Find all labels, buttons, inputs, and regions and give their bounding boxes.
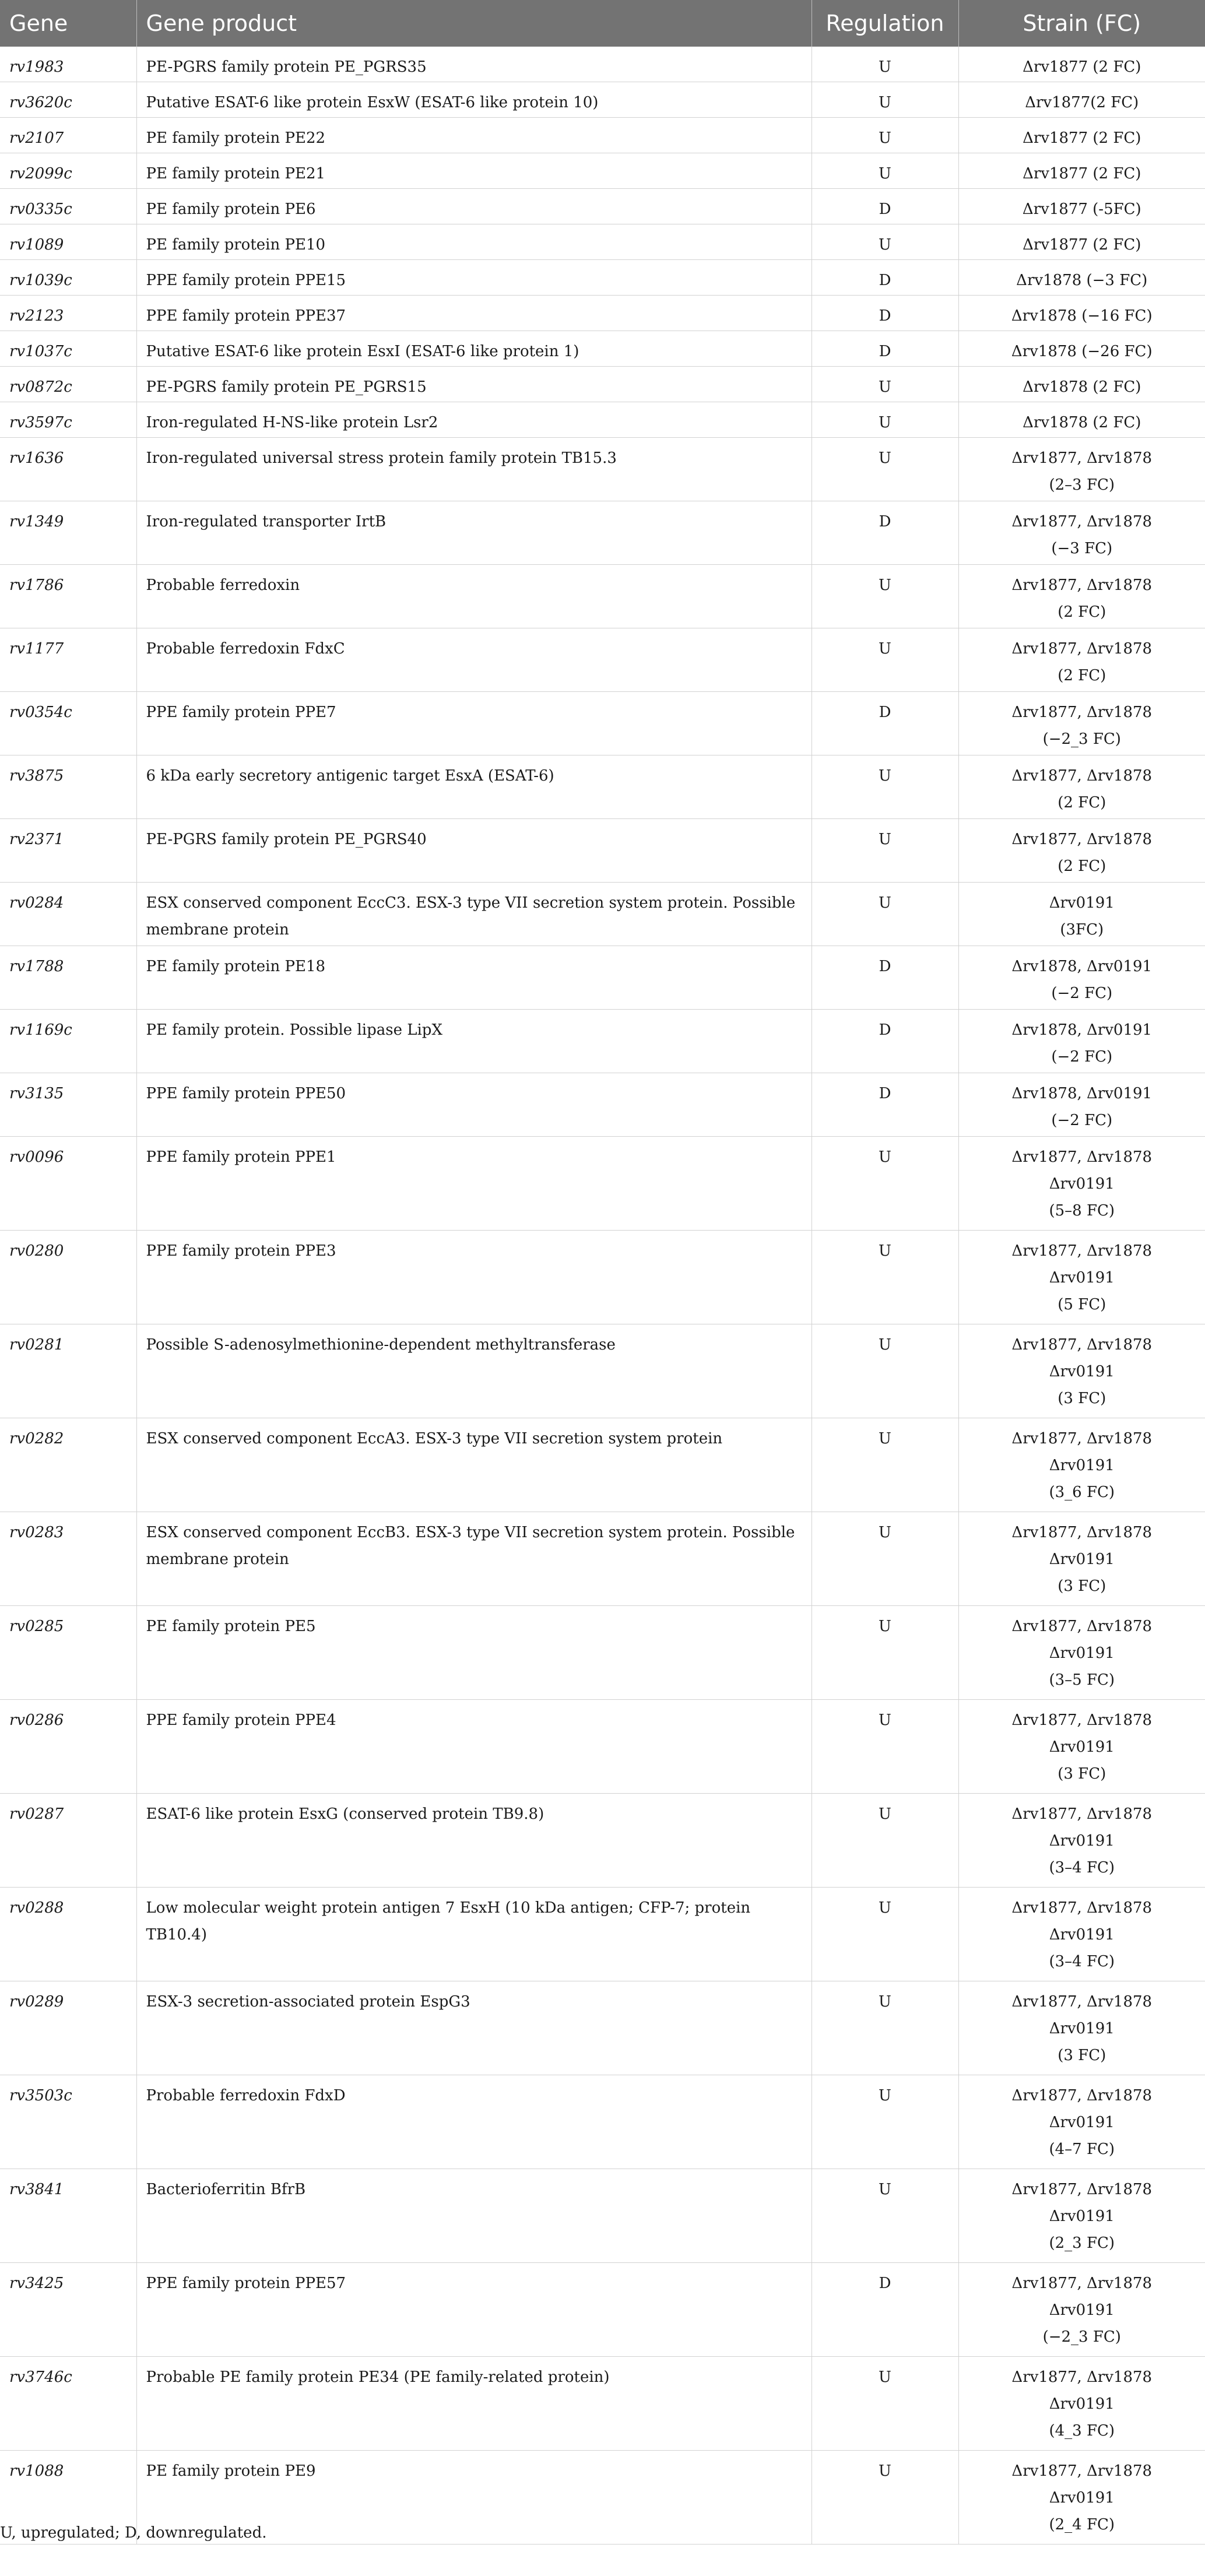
regulation-cell: U [811,1512,958,1606]
regulation-cell: U [811,819,958,883]
strain-fc-line: (2–3 FC) [1049,476,1115,494]
regulation-cell: U [811,2357,958,2451]
regulation-cell: U [811,1888,958,1981]
strain-fc-cell [958,501,1205,565]
strain-fc-line: Δrv1877, Δrv1878 [1011,1805,1153,1823]
strain-fc-line: Δrv0191 [1049,2489,1115,2507]
strain-fc-line: Δrv1877, Δrv1878 [1011,577,1153,594]
table-row [0,2075,1205,2169]
strain-fc-line: Δrv0191 [1049,2301,1115,2319]
regulation-cell: D [811,296,958,331]
strain-fc-line: (−2 FC) [1051,985,1113,1002]
regulation-cell: U [811,438,958,501]
strain-fc-line: Δrv1877, Δrv1878 [1011,1899,1153,1917]
table-row [0,82,1205,118]
table-row [0,367,1205,402]
gene-product-cell: ESX conserved component EccB3. ESX-3 type VII secretion system protein. Possible membrane protein [136,1512,811,1606]
gene-cell: rv3135 [0,1073,136,1137]
gene-product-cell: PE-PGRS family protein PE_PGRS15 [136,367,811,402]
strain-fc-line: Δrv1878, Δrv0191 [1011,958,1153,975]
strain-fc-cell [958,224,1205,260]
strain-fc-line: Δrv1877, Δrv1878 [1011,2462,1153,2480]
regulation-cell: U [811,1231,958,1324]
strain-fc-line: Δrv1877, Δrv1878 [1011,513,1153,530]
regulation-cell: D [811,331,958,367]
strain-fc-line: (2 FC) [1058,667,1106,684]
gene-cell: rv0282 [0,1418,136,1512]
strain-fc-line: (3–4 FC) [1049,1859,1115,1876]
strain-fc-cell [958,1073,1205,1137]
gene-product-cell: Iron-regulated universal stress protein family protein TB15.3 [136,438,811,501]
strain-fc-cell [958,296,1205,331]
strain-fc-cell [958,1606,1205,1700]
strain-fc-line: Δrv0191 [1049,1363,1115,1380]
gene-product-cell: 6 kDa early secretory antigenic target EsxA (ESAT-6) [136,755,811,819]
gene-product-cell: PPE family protein PPE50 [136,1073,811,1137]
strain-fc-line: Δrv0191 [1049,1269,1115,1287]
strain-fc-line: (2 FC) [1058,603,1106,621]
strain-fc-line: (2 FC) [1058,858,1106,875]
strain-fc-line: Δrv1878 (2 FC) [1023,378,1141,396]
gene-product-cell: PE family protein PE22 [136,118,811,153]
table-row [0,118,1205,153]
regulation-cell: U [811,367,958,402]
gene-cell: rv2099c [0,153,136,189]
gene-product-cell: Probable ferredoxin FdxD [136,2075,811,2169]
regulation-cell: U [811,1137,958,1231]
gene-product-cell: Probable ferredoxin [136,565,811,628]
strain-fc-line: (2 FC) [1058,794,1106,811]
strain-fc-line: (3 FC) [1058,2047,1106,2064]
strain-fc-cell [958,367,1205,402]
gene-cell: rv3425 [0,2263,136,2357]
strain-fc-cell [958,2169,1205,2263]
gene-cell: rv3597c [0,402,136,438]
regulation-cell: U [811,153,958,189]
strain-fc-line: Δrv0191 [1049,2114,1115,2131]
table-row [0,1231,1205,1324]
gene-cell: rv0287 [0,1794,136,1888]
strain-fc-line: Δrv1877, Δrv1878 [1011,1524,1153,1541]
strain-fc-cell [958,2263,1205,2357]
gene-product-cell: PE-PGRS family protein PE_PGRS40 [136,819,811,883]
header-row [0,0,1205,47]
strain-fc-line: (3 FC) [1058,1390,1106,1407]
strain-fc-cell [958,118,1205,153]
gene-cell: rv1786 [0,565,136,628]
gene-product-cell: Putative ESAT-6 like protein EsxW (ESAT-6 like protein 10) [136,82,811,118]
strain-fc-line: Δrv1877, Δrv1878 [1011,2275,1153,2292]
regulation-cell: D [811,1073,958,1137]
regulation-cell: U [811,565,958,628]
strain-fc-line: Δrv1877, Δrv1878 [1011,1336,1153,1354]
table-row [0,819,1205,883]
gene-product-cell: Putative ESAT-6 like protein EsxI (ESAT-6 like protein 1) [136,331,811,367]
table-row [0,2169,1205,2263]
strain-fc-line: Δrv0191 [1049,894,1115,912]
gene-cell: rv3841 [0,2169,136,2263]
strain-fc-line: (3–5 FC) [1049,1671,1115,1689]
strain-fc-cell [958,1137,1205,1231]
strain-fc-line: Δrv1878 (−3 FC) [1016,272,1148,289]
strain-fc-cell [958,1010,1205,1073]
strain-fc-cell [958,692,1205,755]
regulation-cell: D [811,2263,958,2357]
strain-fc-line: Δrv1877(2 FC) [1025,94,1139,111]
regulation-cell: U [811,402,958,438]
gene-product-cell: PPE family protein PPE37 [136,296,811,331]
gene-cell: rv0288 [0,1888,136,1981]
table-footnote: U, upregulated; D, downregulated. [0,2524,267,2542]
table-row [0,1418,1205,1512]
strain-fc-cell [958,1700,1205,1794]
strain-fc-line: Δrv1878 (−26 FC) [1011,343,1153,360]
strain-fc-cell [958,565,1205,628]
strain-fc-line: Δrv1877, Δrv1878 [1011,640,1153,658]
strain-fc-line: Δrv1877, Δrv1878 [1011,1242,1153,1260]
table-row [0,692,1205,755]
strain-fc-line: (−2 FC) [1051,1048,1113,1066]
regulation-cell: U [811,47,958,82]
strain-fc-cell [958,1512,1205,1606]
strain-fc-line: Δrv1877, Δrv1878 [1011,704,1153,721]
strain-fc-cell [958,1324,1205,1418]
table-row [0,1512,1205,1606]
table-row [0,47,1205,82]
strain-fc-line: (−2_3 FC) [1042,730,1121,748]
strain-fc-cell [958,2075,1205,2169]
gene-product-cell: ESX conserved component EccC3. ESX-3 type VII secretion system protein. Possible membrane protein [136,883,811,946]
strain-fc-line: (2_3 FC) [1049,2234,1115,2252]
table-row [0,1324,1205,1418]
strain-fc-line: Δrv1877, Δrv1878 [1011,831,1153,848]
strain-fc-cell [958,819,1205,883]
gene-product-cell: Bacterioferritin BfrB [136,2169,811,2263]
gene-cell: rv0281 [0,1324,136,1418]
regulation-cell: D [811,946,958,1010]
gene-product-cell: ESAT-6 like protein EsxG (conserved protein TB9.8) [136,1794,811,1888]
strain-fc-line: Δrv0191 [1049,1832,1115,1850]
gene-product-cell: PE family protein PE6 [136,189,811,224]
strain-fc-cell [958,331,1205,367]
regulation-cell: U [811,82,958,118]
gene-cell: rv1088 [0,2451,136,2545]
strain-fc-cell [958,1418,1205,1512]
table-row [0,1606,1205,1700]
gene-product-cell: Probable PE family protein PE34 (PE family-related protein) [136,2357,811,2451]
table-body [0,47,1205,2545]
gene-cell: rv3875 [0,755,136,819]
strain-fc-cell [958,1981,1205,2075]
table-row [0,501,1205,565]
gene-cell: rv1039c [0,260,136,296]
strain-fc-line: Δrv1877, Δrv1878 [1011,1430,1153,1447]
gene-cell: rv3503c [0,2075,136,2169]
strain-fc-line: Δrv1877, Δrv1878 [1011,1148,1153,1166]
strain-fc-cell [958,189,1205,224]
gene-cell: rv1983 [0,47,136,82]
gene-cell: rv0872c [0,367,136,402]
gene-cell: rv0283 [0,1512,136,1606]
gene-product-cell: PPE family protein PPE4 [136,1700,811,1794]
gene-cell: rv0096 [0,1137,136,1231]
gene-cell: rv2123 [0,296,136,331]
gene-cell: rv1636 [0,438,136,501]
strain-fc-line: (5 FC) [1058,1296,1106,1313]
table-row [0,755,1205,819]
strain-fc-cell [958,1231,1205,1324]
gene-product-cell: PPE family protein PPE1 [136,1137,811,1231]
strain-fc-cell [958,755,1205,819]
gene-product-cell: Probable ferredoxin FdxC [136,628,811,692]
gene-product-cell: PE family protein PE5 [136,1606,811,1700]
gene-product-cell: Low molecular weight protein antigen 7 EsxH (10 kDa antigen; CFP-7; protein TB10.4) [136,1888,811,1981]
strain-fc-line: (4_3 FC) [1049,2422,1115,2440]
strain-fc-cell [958,82,1205,118]
gene-cell: rv2371 [0,819,136,883]
regulation-cell: U [811,1324,958,1418]
gene-product-cell: PPE family protein PPE7 [136,692,811,755]
table-row [0,1981,1205,2075]
gene-product-cell: Iron-regulated transporter IrtB [136,501,811,565]
strain-fc-cell [958,47,1205,82]
strain-fc-cell [958,153,1205,189]
gene-cell: rv0354c [0,692,136,755]
table-row [0,628,1205,692]
gene-cell: rv3746c [0,2357,136,2451]
table-row [0,1700,1205,1794]
gene-product-cell: PE family protein PE9 [136,2451,811,2545]
strain-fc-cell [958,883,1205,946]
strain-fc-line: Δrv0191 [1049,2020,1115,2037]
strain-fc-cell [958,628,1205,692]
regulation-cell: U [811,1418,958,1512]
table-row [0,1137,1205,1231]
strain-fc-line: Δrv0191 [1049,2395,1115,2413]
strain-fc-cell [958,260,1205,296]
table-row [0,331,1205,367]
table-row [0,565,1205,628]
table-row [0,438,1205,501]
gene-product-cell: PPE family protein PPE15 [136,260,811,296]
strain-fc-line: Δrv1877 (-5FC) [1022,201,1141,218]
gene-product-cell: PE family protein PE18 [136,946,811,1010]
gene-product-cell: Iron-regulated H-NS-like protein Lsr2 [136,402,811,438]
gene-cell: rv1037c [0,331,136,367]
gene-product-cell: PE family protein. Possible lipase LipX [136,1010,811,1073]
header-regulation: Regulation [811,0,958,47]
strain-fc-line: (3FC) [1060,921,1104,939]
strain-fc-line: Δrv1877, Δrv1878 [1011,767,1153,785]
strain-fc-line: Δrv0191 [1049,2208,1115,2225]
header-gene: Gene [0,0,136,47]
regulation-cell: U [811,118,958,153]
strain-fc-line: Δrv1878 (−16 FC) [1011,307,1153,325]
gene-cell: rv0280 [0,1231,136,1324]
table-row [0,402,1205,438]
strain-fc-line: Δrv0191 [1049,1926,1115,1944]
regulation-cell: U [811,2075,958,2169]
table-row [0,946,1205,1010]
table-row [0,2263,1205,2357]
gene-cell: rv0285 [0,1606,136,1700]
strain-fc-line: Δrv0191 [1049,1551,1115,1568]
table-row [0,224,1205,260]
strain-fc-line: (3 FC) [1058,1577,1106,1595]
table-row [0,260,1205,296]
strain-fc-cell [958,2451,1205,2545]
regulation-cell: U [811,2451,958,2545]
gene-cell: rv1169c [0,1010,136,1073]
table-row [0,1073,1205,1137]
strain-fc-line: Δrv1877 (2 FC) [1023,58,1141,76]
regulation-cell: U [811,1981,958,2075]
strain-fc-line: Δrv1877 (2 FC) [1023,129,1141,147]
strain-fc-cell [958,402,1205,438]
gene-cell: rv1788 [0,946,136,1010]
table-row [0,296,1205,331]
table-row [0,153,1205,189]
header-gene-product: Gene product [136,0,811,47]
strain-fc-line: (−3 FC) [1051,540,1113,557]
strain-fc-line: Δrv0191 [1049,1644,1115,1662]
strain-fc-cell [958,2357,1205,2451]
table-row [0,2357,1205,2451]
table-header [0,0,1205,47]
regulation-cell: U [811,1606,958,1700]
gene-cell: rv1349 [0,501,136,565]
strain-fc-line: Δrv0191 [1049,1175,1115,1193]
gene-cell: rv0289 [0,1981,136,2075]
strain-fc-line: Δrv1877, Δrv1878 [1011,1618,1153,1635]
strain-fc-line: Δrv1877, Δrv1878 [1011,449,1153,467]
strain-fc-line: Δrv1877, Δrv1878 [1011,1712,1153,1729]
strain-fc-line: (−2_3 FC) [1042,2328,1121,2346]
gene-product-cell: PPE family protein PPE3 [136,1231,811,1324]
gene-cell: rv1177 [0,628,136,692]
table-row [0,1794,1205,1888]
regulation-cell: U [811,224,958,260]
regulation-cell: D [811,692,958,755]
header-strain-fc: Strain (FC) [958,0,1205,47]
strain-fc-line: Δrv0191 [1049,1738,1115,1756]
strain-fc-line: Δrv1878, Δrv0191 [1011,1085,1153,1102]
strain-fc-line: Δrv1877, Δrv1878 [1011,2181,1153,2198]
regulation-cell: U [811,1794,958,1888]
gene-cell: rv0284 [0,883,136,946]
regulation-cell: D [811,260,958,296]
strain-fc-line: (2_4 FC) [1049,2516,1115,2533]
gene-cell: rv3620c [0,82,136,118]
table-row [0,1888,1205,1981]
regulation-cell: U [811,628,958,692]
regulation-cell: U [811,2169,958,2263]
strain-fc-line: (5–8 FC) [1049,1202,1115,1220]
table-row [0,1010,1205,1073]
gene-cell: rv0335c [0,189,136,224]
gene-product-cell: ESX-3 secretion-associated protein EspG3 [136,1981,811,2075]
strain-fc-line: (4–7 FC) [1049,2141,1115,2158]
strain-fc-line: Δrv1878 (2 FC) [1023,414,1141,431]
strain-fc-cell [958,438,1205,501]
strain-fc-cell [958,946,1205,1010]
table-row [0,189,1205,224]
regulation-cell: D [811,501,958,565]
strain-fc-line: (−2 FC) [1051,1112,1113,1129]
regulation-cell: U [811,755,958,819]
gene-product-cell: PE family protein PE21 [136,153,811,189]
strain-fc-line: Δrv1877, Δrv1878 [1011,1993,1153,2011]
gene-product-cell: ESX conserved component EccA3. ESX-3 type VII secretion system protein [136,1418,811,1512]
regulation-cell: D [811,1010,958,1073]
strain-fc-line: Δrv1877, Δrv1878 [1011,2368,1153,2386]
strain-fc-cell [958,1794,1205,1888]
strain-fc-line: (3 FC) [1058,1765,1106,1783]
strain-fc-line: Δrv1877 (2 FC) [1023,236,1141,254]
gene-product-cell: Possible S-adenosylmethionine-dependent methyltransferase [136,1324,811,1418]
strain-fc-line: (3_6 FC) [1049,1484,1115,1501]
gene-cell: rv2107 [0,118,136,153]
strain-fc-line: Δrv1877, Δrv1878 [1011,2087,1153,2104]
strain-fc-line: Δrv1877 (2 FC) [1023,165,1141,182]
regulation-cell: U [811,1700,958,1794]
regulation-cell: D [811,189,958,224]
regulation-cell: U [811,883,958,946]
gene-product-cell: PE-PGRS family protein PE_PGRS35 [136,47,811,82]
strain-fc-line: Δrv1878, Δrv0191 [1011,1021,1153,1039]
gene-cell: rv1089 [0,224,136,260]
strain-fc-cell [958,1888,1205,1981]
strain-fc-line: Δrv0191 [1049,1457,1115,1474]
gene-product-cell: PE family protein PE10 [136,224,811,260]
strain-fc-line: (3–4 FC) [1049,1953,1115,1970]
gene-cell: rv0286 [0,1700,136,1794]
gene-product-cell: PPE family protein PPE57 [136,2263,811,2357]
table-row [0,883,1205,946]
